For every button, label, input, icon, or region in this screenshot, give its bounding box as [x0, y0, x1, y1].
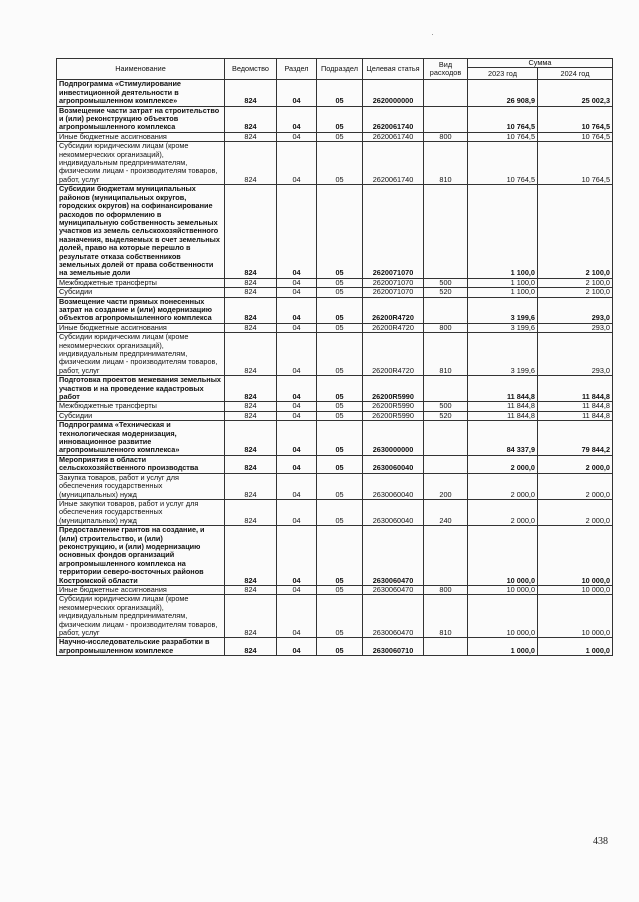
cell-subsection: 05 [317, 526, 363, 586]
cell-section: 04 [277, 323, 317, 332]
cell-y2023: 10 764,5 [468, 132, 538, 141]
cell-dept: 824 [225, 80, 277, 106]
cell-y2024: 10 764,5 [538, 142, 613, 185]
cell-y2023: 1 000,0 [468, 638, 538, 656]
cell-name: Предоставление грантов на создание, и (или) строительство, и (или) реконструкцию, и (или) модернизацию основных фондов организаций агропромышленного комплекса на территории северо-восточных районов Костромской области [57, 526, 225, 586]
table-row [57, 499, 613, 525]
cell-dept: 824 [225, 288, 277, 297]
cell-name: Межбюджетные трансферты [57, 402, 225, 411]
cell-target: 2630060040 [363, 473, 424, 499]
table-row [57, 132, 613, 141]
cell-subsection: 05 [317, 132, 363, 141]
cell-y2023: 2 000,0 [468, 455, 538, 473]
cell-name: Иные бюджетные ассигнования [57, 132, 225, 141]
cell-y2024: 293,0 [538, 323, 613, 332]
cell-target: 26200R4720 [363, 333, 424, 376]
cell-subsection: 05 [317, 473, 363, 499]
cell-target: 26200R5990 [363, 411, 424, 420]
cell-dept: 824 [225, 297, 277, 323]
cell-section: 04 [277, 106, 317, 132]
table-row [57, 106, 613, 132]
table-row [57, 288, 613, 297]
cell-y2023: 11 844,8 [468, 402, 538, 411]
table-row [57, 585, 613, 594]
cell-name: Иные бюджетные ассигнования [57, 585, 225, 594]
cell-section: 04 [277, 411, 317, 420]
cell-subsection: 05 [317, 499, 363, 525]
cell-y2023: 11 844,8 [468, 376, 538, 402]
cell-y2023: 3 199,6 [468, 297, 538, 323]
cell-exptype: 200 [424, 473, 468, 499]
cell-section: 04 [277, 376, 317, 402]
cell-y2024: 79 844,2 [538, 421, 613, 456]
cell-exptype [424, 638, 468, 656]
cell-y2024: 11 844,8 [538, 411, 613, 420]
cell-subsection: 05 [317, 421, 363, 456]
cell-y2023: 1 100,0 [468, 278, 538, 287]
table-row [57, 421, 613, 456]
cell-y2024: 293,0 [538, 297, 613, 323]
cell-exptype: 800 [424, 323, 468, 332]
cell-exptype: 520 [424, 288, 468, 297]
table-row [57, 297, 613, 323]
cell-target: 2630000000 [363, 421, 424, 456]
cell-y2023: 10 764,5 [468, 106, 538, 132]
page-number: 438 [593, 836, 608, 847]
cell-section: 04 [277, 288, 317, 297]
col-header-exptype: Вид расходов [424, 59, 468, 80]
cell-subsection: 05 [317, 288, 363, 297]
cell-dept: 824 [225, 455, 277, 473]
cell-y2024: 10 764,5 [538, 106, 613, 132]
table-body [57, 80, 613, 656]
cell-name: Субсидии [57, 288, 225, 297]
cell-dept: 824 [225, 402, 277, 411]
cell-name: Субсидии юридическим лицам (кроме некоммерческих организаций), индивидуальным предпринимателям, физическим лицам - производителям товаров, работ, услуг [57, 595, 225, 638]
cell-exptype [424, 297, 468, 323]
cell-subsection: 05 [317, 278, 363, 287]
cell-exptype [424, 106, 468, 132]
cell-section: 04 [277, 278, 317, 287]
cell-target: 2620000000 [363, 80, 424, 106]
table-row [57, 80, 613, 106]
cell-y2024: 2 100,0 [538, 278, 613, 287]
cell-section: 04 [277, 297, 317, 323]
cell-subsection: 05 [317, 411, 363, 420]
cell-target: 2630060470 [363, 585, 424, 594]
cell-y2024: 2 000,0 [538, 455, 613, 473]
cell-section: 04 [277, 473, 317, 499]
cell-exptype: 500 [424, 278, 468, 287]
cell-subsection: 05 [317, 297, 363, 323]
cell-name: Закупка товаров, работ и услуг для обеспечения государственных (муниципальных) нужд [57, 473, 225, 499]
cell-name: Мероприятия в области сельскохозяйственного производства [57, 455, 225, 473]
table-row [57, 526, 613, 586]
cell-exptype [424, 376, 468, 402]
cell-y2024: 25 002,3 [538, 80, 613, 106]
cell-exptype: 500 [424, 402, 468, 411]
cell-y2024: 2 000,0 [538, 473, 613, 499]
cell-name: Субсидии бюджетам муниципальных районов (муниципальных округов, городских округов) на софинансирование расходов по оформлению в муниципальную собственность земельных участков из земель сельскохозяйственного назначения, выделяемых в счет земельных долей, право на которые перешло в результате отказа собственников земельных долей от права собственности на земельные доли [57, 185, 225, 278]
cell-y2024: 1 000,0 [538, 638, 613, 656]
cell-y2024: 10 764,5 [538, 132, 613, 141]
cell-target: 26200R4720 [363, 297, 424, 323]
cell-y2024: 2 000,0 [538, 499, 613, 525]
cell-dept: 824 [225, 142, 277, 185]
cell-name: Подготовка проектов межевания земельных участков и на проведение кадастровых работ [57, 376, 225, 402]
cell-y2023: 84 337,9 [468, 421, 538, 456]
cell-y2023: 3 199,6 [468, 323, 538, 332]
col-header-sum: Сумма [468, 59, 613, 68]
cell-section: 04 [277, 421, 317, 456]
cell-name: Субсидии юридическим лицам (кроме некоммерческих организаций), индивидуальным предпринимателям, физическим лицам - производителям товаров, работ, услуг [57, 333, 225, 376]
cell-section: 04 [277, 402, 317, 411]
table-row [57, 142, 613, 185]
cell-target: 26200R5990 [363, 402, 424, 411]
cell-subsection: 05 [317, 323, 363, 332]
cell-subsection: 05 [317, 402, 363, 411]
cell-target: 2620071070 [363, 288, 424, 297]
cell-section: 04 [277, 455, 317, 473]
cell-exptype: 810 [424, 333, 468, 376]
cell-exptype [424, 185, 468, 278]
cell-y2023: 10 000,0 [468, 526, 538, 586]
cell-name: Возмещение части прямых понесенных затрат на создание и (или) модернизацию объектов агропромышленного комплекса [57, 297, 225, 323]
cell-exptype [424, 455, 468, 473]
table-row [57, 402, 613, 411]
cell-y2024: 2 100,0 [538, 288, 613, 297]
cell-subsection: 05 [317, 376, 363, 402]
cell-dept: 824 [225, 638, 277, 656]
cell-subsection: 05 [317, 585, 363, 594]
cell-exptype: 800 [424, 132, 468, 141]
cell-y2024: 11 844,8 [538, 402, 613, 411]
cell-subsection: 05 [317, 80, 363, 106]
cell-target: 2620071070 [363, 278, 424, 287]
cell-section: 04 [277, 526, 317, 586]
cell-name: Субсидии юридическим лицам (кроме некоммерческих организаций), индивидуальным предпринимателям, физическим лицам - производителям товаров, работ, услуг [57, 142, 225, 185]
cell-exptype: 240 [424, 499, 468, 525]
cell-dept: 824 [225, 499, 277, 525]
col-header-2023: 2023 год [468, 68, 538, 80]
cell-dept: 824 [225, 585, 277, 594]
cell-y2024: 10 000,0 [538, 585, 613, 594]
cell-section: 04 [277, 185, 317, 278]
cell-target: 2630060040 [363, 455, 424, 473]
cell-dept: 824 [225, 376, 277, 402]
cell-name: Иные бюджетные ассигнования [57, 323, 225, 332]
cell-y2023: 2 000,0 [468, 499, 538, 525]
cell-y2023: 10 000,0 [468, 585, 538, 594]
cell-y2024: 10 000,0 [538, 526, 613, 586]
cell-subsection: 05 [317, 638, 363, 656]
cell-exptype: 810 [424, 595, 468, 638]
cell-dept: 824 [225, 595, 277, 638]
col-header-section: Раздел [277, 59, 317, 80]
table-row [57, 323, 613, 332]
cell-target: 2630060040 [363, 499, 424, 525]
cell-section: 04 [277, 333, 317, 376]
cell-name: Субсидии [57, 411, 225, 420]
table-row [57, 185, 613, 278]
cell-dept: 824 [225, 106, 277, 132]
cell-y2024: 10 000,0 [538, 595, 613, 638]
cell-target: 2620061740 [363, 106, 424, 132]
cell-dept: 824 [225, 421, 277, 456]
cell-subsection: 05 [317, 455, 363, 473]
table-row [57, 595, 613, 638]
cell-target: 2630060710 [363, 638, 424, 656]
cell-y2024: 293,0 [538, 333, 613, 376]
cell-y2023: 26 908,9 [468, 80, 538, 106]
cell-dept: 824 [225, 473, 277, 499]
cell-section: 04 [277, 499, 317, 525]
cell-y2023: 3 199,6 [468, 333, 538, 376]
cell-exptype: 810 [424, 142, 468, 185]
cell-dept: 824 [225, 526, 277, 586]
budget-table [56, 58, 613, 656]
col-header-subsection: Подраздел [317, 59, 363, 80]
cell-y2023: 10 764,5 [468, 142, 538, 185]
table-row [57, 376, 613, 402]
cell-dept: 824 [225, 333, 277, 376]
cell-dept: 824 [225, 411, 277, 420]
cell-target: 2620061740 [363, 142, 424, 185]
cell-target: 26200R5990 [363, 376, 424, 402]
cell-y2023: 2 000,0 [468, 473, 538, 499]
cell-subsection: 05 [317, 185, 363, 278]
cell-target: 2630060470 [363, 526, 424, 586]
cell-exptype: 520 [424, 411, 468, 420]
table-row [57, 333, 613, 376]
cell-exptype: 800 [424, 585, 468, 594]
cell-y2023: 1 100,0 [468, 288, 538, 297]
cell-y2024: 11 844,8 [538, 376, 613, 402]
table-row [57, 455, 613, 473]
cell-dept: 824 [225, 132, 277, 141]
cell-y2023: 10 000,0 [468, 595, 538, 638]
col-header-2024: 2024 год [538, 68, 613, 80]
cell-exptype [424, 421, 468, 456]
cell-target: 2630060470 [363, 595, 424, 638]
cell-section: 04 [277, 595, 317, 638]
col-header-dept: Ведомство [225, 59, 277, 80]
cell-subsection: 05 [317, 595, 363, 638]
cell-name: Возмещение части затрат на строительство и (или) реконструкцию объектов агропромышленного комплекса [57, 106, 225, 132]
table-row [57, 638, 613, 656]
cell-dept: 824 [225, 185, 277, 278]
cell-y2023: 1 100,0 [468, 185, 538, 278]
cell-section: 04 [277, 638, 317, 656]
cell-section: 04 [277, 142, 317, 185]
cell-dept: 824 [225, 323, 277, 332]
cell-subsection: 05 [317, 142, 363, 185]
cell-target: 26200R4720 [363, 323, 424, 332]
cell-exptype [424, 526, 468, 586]
cell-y2024: 2 100,0 [538, 185, 613, 278]
cell-dept: 824 [225, 278, 277, 287]
cell-name: Иные закупки товаров, работ и услуг для обеспечения государственных (муниципальных) нужд [57, 499, 225, 525]
cell-name: Подпрограмма «Стимулирование инвестиционной деятельности в агропромышленном комплексе» [57, 80, 225, 106]
cell-subsection: 05 [317, 106, 363, 132]
cell-name: Межбюджетные трансферты [57, 278, 225, 287]
cell-section: 04 [277, 585, 317, 594]
cell-exptype [424, 80, 468, 106]
table-row [57, 278, 613, 287]
cell-y2023: 11 844,8 [468, 411, 538, 420]
cell-name: Подпрограмма «Техническая и технологическая модернизация, инновационное развитие агропромышленного комплекса» [57, 421, 225, 456]
cell-target: 2620061740 [363, 132, 424, 141]
scan-speck [432, 34, 433, 35]
table-header [57, 59, 613, 80]
table-row [57, 473, 613, 499]
cell-subsection: 05 [317, 333, 363, 376]
col-header-target: Целевая статья [363, 59, 424, 80]
cell-target: 2620071070 [363, 185, 424, 278]
cell-name: Научно-исследовательские разработки в агропромышленном комплексе [57, 638, 225, 656]
cell-section: 04 [277, 80, 317, 106]
table-row [57, 411, 613, 420]
col-header-name: Наименование [57, 59, 225, 80]
cell-section: 04 [277, 132, 317, 141]
